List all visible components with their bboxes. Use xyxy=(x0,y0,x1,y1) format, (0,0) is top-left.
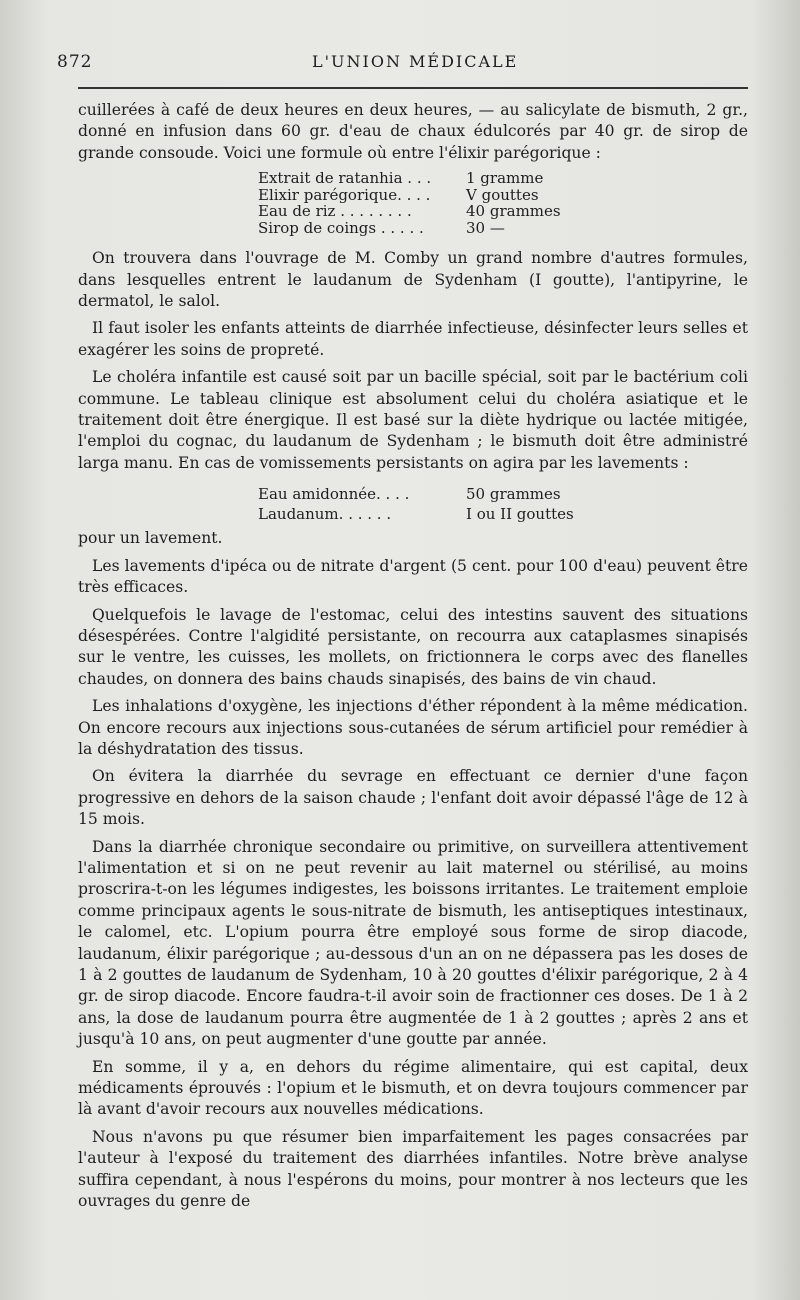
ingredient-name: Eau amidonnée. . . . xyxy=(258,485,410,504)
formula-row xyxy=(258,220,748,237)
ingredient-name: Laudanum. . . . . . xyxy=(258,505,392,524)
paragraph: Les inhalations d'oxygène, les injections d'éther répondent à la même médication. On encore recours aux injections sous-cutanées de sérum artificiel pour remédier à la déshydratation des tissus. xyxy=(78,697,748,758)
formula-elixir xyxy=(258,170,748,236)
paragraph: On évitera la diarrhée du sevrage en effectuant ce dernier d'une façon progressive en dehors de la saison chaude ; l'enfant doit avoir dépassé l'âge de 12 à 15 mois. xyxy=(78,767,748,829)
formula-row xyxy=(258,170,748,187)
ingredient-name: Extrait de ratanhia . . . xyxy=(258,169,432,188)
ingredient-quantity: 40 grammes xyxy=(466,202,561,221)
formula-row xyxy=(258,203,748,220)
running-title: L'UNION MÉDICALE xyxy=(312,52,519,71)
formula-row xyxy=(258,484,748,504)
formula-row xyxy=(258,504,748,524)
paragraph: cuillerées à café de deux heures en deux heures, — au salicylate de bismuth, 2 gr., donné en infusion dans 60 gr. d'eau de chaux édulcorés par 40 gr. de sirop de grande consoude. Voici une formule où entre l'élixir parégorique : xyxy=(78,101,748,162)
ingredient-name: Eau de riz . . . . . . . . xyxy=(258,202,412,221)
ingredient-quantity: 50 grammes xyxy=(466,485,561,504)
ingredient-name: Elixir parégorique. . . . xyxy=(258,185,431,204)
paragraph: Le choléra infantile est causé soit par un bacille spécial, soit par le bactérium coli commune. Le tableau clinique est absolument celui du choléra asiatique et le traitement doit être énergique. Il est basé sur la diète hydrique ou lactée mitigée, l'emploi du cognac, du laudanum de Sydenham ; le bismuth doit être administré larga manu. En cas de vomissements persistants on agira par les lavements : xyxy=(78,368,748,472)
paragraph: Les lavements d'ipéca ou de nitrate d'argent (5 cent. pour 100 d'eau) peuvent être très efficaces. xyxy=(78,556,748,597)
page-number: 872 xyxy=(57,52,93,72)
ingredient-quantity: 1 gramme xyxy=(466,169,544,188)
formula-caption: pour un lavement. xyxy=(78,529,223,548)
header-rule xyxy=(78,87,748,89)
formula-row xyxy=(258,187,748,204)
ingredient-quantity: 30 — xyxy=(466,218,505,237)
paragraph: On trouvera dans l'ouvrage de M. Comby un grand nombre d'autres formules, dans lesquelles entrent le laudanum de Sydenham (I goutte), l'antipyrine, le dermatol, le salol. xyxy=(78,249,748,311)
formula-lavement xyxy=(258,484,748,524)
paragraph: Nous n'avons pu que résumer bien imparfaitement les pages consacrées par l'auteur à l'exposé du traitement des diarrhées infantiles. Notre brève analyse suffira cependant, à nous l'espérons du moins, pour montrer à nos lecteurs que les ouvrages du genre de xyxy=(78,1127,748,1211)
ingredient-quantity: V gouttes xyxy=(466,185,539,204)
paragraph: En somme, il y a, en dehors du régime alimentaire, qui est capital, deux médicaments éprouvés : l'opium et le bismuth, et on devra toujours commencer par là avant d'avoir recours aux nouvelles médications. xyxy=(78,1057,748,1119)
ingredient-quantity: I ou II gouttes xyxy=(466,505,574,524)
body-text xyxy=(78,100,748,1218)
paragraph: Quelquefois le lavage de l'estomac, celui des intestins sauvent des situations désespérées. Contre l'algidité persistante, on recourra aux cataplasmes sinapisés sur le ventre, les cuisses, les mollets, on frictionnera le corps avec des flanelles chaudes, on donnera des bains chauds sinapisés, des bains de vin chaud. xyxy=(78,605,748,688)
page-header xyxy=(0,52,800,86)
paragraph: Il faut isoler les enfants atteints de diarrhée infectieuse, désinfecter leurs selles et exagérer les soins de propreté. xyxy=(78,319,748,359)
ingredient-name: Sirop de coings . . . . . xyxy=(258,218,424,237)
paragraph: Dans la diarrhée chronique secondaire ou primitive, on surveillera attentivement l'alimentation et si on ne peut revenir au lait maternel ou stérilisé, au moins proscrira-t-on les légumes indigestes, les boissons irritantes. Le traitement emploie comme principaux agents le sous-nitrate de bismuth, les antiseptiques intestinaux, le calomel, etc. L'opium pourra être employé sous forme de sirop diacode, laudanum, élixir parégorique ; au-dessous d'un an on ne dépassera pas les doses de 1 à 2 gouttes de laudanum de Sydenham, 10 à 20 gouttes d'élixir parégorique, 2 à 4 gr. de sirop diacode. Encore faudra-t-il avoir soin de fractionner ces doses. De 1 à 2 ans, la dose de laudanum pourra être augmentée de 1 à 2 gouttes ; après 2 ans et jusqu'à 10 ans, on peut augmenter d'une goutte par année. xyxy=(78,837,748,1049)
